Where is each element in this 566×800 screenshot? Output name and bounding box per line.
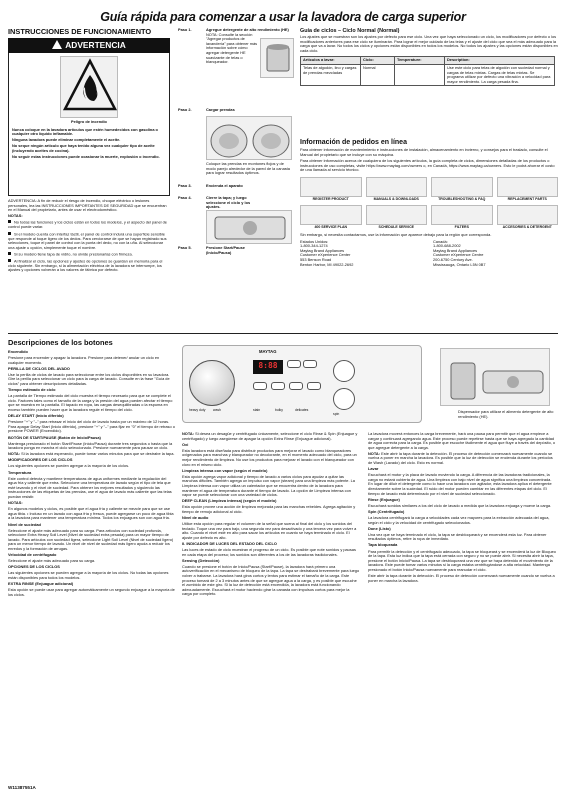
order-icon-tile[interactable]: REGISTER PRODUCT [300, 177, 362, 201]
panel-label: delicates [295, 408, 309, 412]
time-display: 8:88 [253, 360, 283, 374]
option-button[interactable] [271, 382, 285, 390]
panel-label: bulky [275, 408, 283, 412]
order-icon-tile[interactable]: FILTERS [431, 205, 493, 229]
danger-line: Nunca coloque en la lavadora artículos que estén humedecidos con gasolina o cualquier otro líquido inflamable. [12, 126, 158, 137]
panel-label: wash [213, 408, 221, 412]
steps-column [178, 28, 294, 266]
table-cell [395, 64, 445, 85]
order-icon-tile[interactable]: SCHEDULE SERVICE [366, 205, 428, 229]
ca-address: Canadá: 1-800-688-2002 Maytag Brand Appliances Customer eXperience Centre 200-6750 Century Ave. Mississauga, Ontario L5N 0B7 [433, 238, 486, 267]
desc-column-2: NOTA: Si desea un desagüe y centrifugado únicamente, seleccione el ciclo Rinse & Spin (Enjuague y centrifugado) y luego asegúrese de apagar la opción Extra Rinse (Enjuague adicional). Oxi Esta lavadora está diseñada para distribuir productos para mejorar el lavado como blanqueadores oxigenados para manchas y blanqueador no decolorante, en el momento adecuado del ciclo, para un mejor rendimiento de limpieza. No use los productos para mejorar el lavado con el blanqueador con cloro en el mismo ciclo. Limpieza intensa con vapor (según el modelo) Esta opción agrega vapor adicional y tiempo de lavado a varios ciclos para ayudar a quitar las manchas difíciles. También agrega un impulso con vapor (steam) para una limpieza más potente. La Limpieza intensa con vapor utiliza un calentador que se encuentra dentro de la lavadora para mantener el agua de temperatura durante el tiempo de lavado. La opción de Limpieza intensa con vapor se puede seleccionar con una variedad de ciclos. DEEP CLEAN (Limpieza intensa) (según el modelo) Esta opción provee una acción de limpieza mejorada para las manchas rebeldes. Agrega agitación y tiempo de remojo adicional al ciclo. Nivel de audio Utilice esta opción para regular el volumen de la señal que suena al final del ciclo y los sonidos del teclado. Toque una vez para bajo, una segunda vez para desactivado y una tercera vez para volver a alto. Cuando el nivel esté en alto para sacar los artículos en cuanto se haya terminado el ciclo. El ajuste por defecto es alto. II. INDICADOR DE LUCES DEL ESTADO DEL CICLO Las luces de estado de ciclo muestran el progreso de un ciclo. Es posible que note sonidos y pausas en cada etapa del proceso; los sonidos son diferentes a los de las lavadoras tradicionales. Sensing (Detección) Cuando se presione el botón de Inicio/Pausa (Start/Pause), la lavadora hará primero una autoverificación en el mecanismo de bloqueo de la tapa. La tapa se destrabará brevemente para luego volver a trabarse. La lavadora hará giros cortos y lentos para estimar el tamaño de la carga. Este proceso tomará de 2 a 3 minutos antes de que se agregue agua a la carga, y es posible que escuche el zumbido de este giro. Si la luz de detección está encendida, la lavadora está funcionando adecuadamente. Escuchará el motor haciendo girar la canasta con impulsos cortos para mejor la carga por completo. [182, 431, 360, 597]
note-item: Al finalizar el ciclo, las opciones y ajustes de opciones se guardan en memoria para el ciclo siguiente. Sin embargo, si la alimentación eléctrica de la lavadora se interrumpe, los ajustes y opciones volverán a los valores de fábrica por defecto. [8, 258, 163, 273]
warning-triangle-icon [52, 40, 62, 49]
cycle-knob[interactable] [189, 360, 235, 406]
fire-hazard-icon [60, 56, 118, 118]
cycle-table: Artículos a lavar: Ciclo: Temperature: Description: Telas de algodón, lino y cargas de prendas mezcladas Normal Use este ciclo para telas de algodón con suciedad normal y cargas de telas mixtas. Cargas de telas mixtas. Se programa utilizar por defecto una vibración a velocidad para mayor rendimiento. La carga pesada fina. [300, 56, 555, 86]
order-icon-tile[interactable]: MANUALS & DOWNLOADS [366, 177, 428, 201]
advertencia-text: ADVERTENCIA: A fin de reducir el riesgo de incendio, choque eléctrico o lesiones personales, lea las INSTRUCCIONES IMPORTANTES DE SEGURIDAD que se encuentran en el Manual del propietario, antes de usar el electrodoméstico. [8, 198, 167, 213]
option-button[interactable] [307, 382, 321, 390]
danger-line: No seque ningún artículo que haya tenido alguna vez cualquier tipo de aceite (incluyendo aceites de cocina). [12, 143, 155, 153]
cycle-guide-intro: Los ajustes que se muestran son los ajustes por defecto para ese ciclo. Una vez que haya seleccionado un ciclo, los modificadores por defecto o los modificadores anteriores para ese ciclo se iluminarán. Para lograr el mejor cuidado de las telas y el ajuste del ciclo que sea el más adecuado para la carga que va a lavar. No todos los ciclos y opciones están disponibles en todos los modelos. No todos los ajustes y las opciones están disponibles en cada ciclo. [300, 34, 558, 53]
buttons-heading: Descripciones de los botones [8, 338, 113, 347]
step-3: Paso 3. Encienda el aparato [178, 183, 243, 188]
schedule-icon [366, 205, 428, 225]
danger-line: Ninguna lavadora puede eliminar completamente el aceite. [12, 137, 121, 143]
load-illustration [206, 116, 292, 160]
step-1: Paso 1. Agregue detergente de alto rendimiento (HE) NOTA: Consulte la sección "Agregar productos de lavandería" para obtener más información sobre cómo agregar detergente HE suavizante de telas o blanqueador. [178, 28, 294, 80]
plus-button[interactable] [287, 360, 301, 368]
panel-label: spin [333, 412, 340, 416]
panel-label: heavy duty [189, 408, 206, 412]
power-button[interactable] [333, 360, 355, 382]
cycle-guide [300, 28, 558, 86]
contact-intro: Sin embargo, si necesita contactarnos, use la información que aparece debajo para la región que corresponda. [300, 231, 492, 237]
manuals-icon [366, 177, 428, 197]
instructions-heading: INSTRUCCIONES DE FUNCIONAMIENTO [8, 27, 152, 36]
us-address: Estados Unidos: 1-800-344-1274 Maytag Brand Appliances Customer eXperience Center 553 Benson Road Benton Harbor, MI 49022-2692 [300, 238, 354, 267]
register-icon [300, 177, 362, 197]
order-info [300, 138, 558, 267]
filter-icon [431, 205, 493, 225]
option-button[interactable] [289, 382, 303, 390]
dispenser-illustration [440, 348, 550, 406]
cycle-guide-heading: Guía de ciclos – Ciclo Normal (Normal) [300, 28, 400, 34]
lid-illustration [206, 210, 292, 244]
dispenser-caption: Dispensador para utilizar el alimento detergente de alto rendimiento (HE). [458, 409, 554, 419]
replacement-icon [497, 177, 559, 197]
step-5: Paso 5. Presione Start/Pause (Inicio/Pausa) [178, 245, 245, 255]
part-number: W11387551A [8, 785, 36, 790]
order-icon-grid [300, 177, 558, 229]
step-2: Paso 2. Cargar prendas Coloque las prendas en montones flojos y de modo parejo alrededor de la pared de la canasta para lograr resultados óptimos. [178, 108, 294, 180]
note-item: Si su modelo tiene tapa de vidrio, no olvide presionarlas con firmeza. [8, 252, 170, 257]
cycle-icon [300, 205, 362, 225]
brand-logo: MAYTAG [259, 349, 277, 354]
notes-label: NOTAS: [8, 213, 23, 219]
order-icon-tile[interactable]: ACCESORIES & DETERGENT [497, 205, 559, 229]
danger-title: Peligro de incendio [71, 119, 107, 124]
desc-column-3: La lavadora moverá entonces la carga brevemente, hará una pausa para permitir que el agua empiece a cargar y continuará agregando agua. Este proceso puede repetirse hasta que se haya agregado la cantidad de agua correcta para la carga. Es posible que escuche fácilmente el agua que fluye a través del depósito, o que agregue detergente a la carga. NOTA: Este abrir la tapa durante la detección. El proceso de detección comenzará nuevamente cuando se vuelva a poner en marcha la lavadora. Es posible que la luz de detección se encienda durante los períodos de Wash (Lavado) del ciclo. Esto es normal. Lavar Escuchará el motor y la placa de lavado moviendo la carga. A diferencia de las lavadoras tradicionales, la carga no estará cubierta de agua. Una limpieza con bajo nivel de agua significa una limpieza concentrada. En lugar de diluir el detergente como lo hace una lavadora con agitador, esta lavadora aplica el detergente directamente sobre la suciedad. El ruido del motor pueden cambiar en las diferentes etapas del ciclo. El tiempo de lavado está determinado por el nivel de suciedad seleccionado. Rinse (Enjuague) Escuchará sonidos similares a los del ciclo de lavado a medida que la lavadora enjuaga y mueve la carga. Spin (Centrifugado) La lavadora centrifugará la carga a velocidades cada vez mayores para la extracción adecuada del agua, según el ciclo y la velocidad de centrifugado seleccionados. Done (Listo) Una vez que se haya terminado el ciclo, la tapa se desbloqueará y se encenderá esta luz. Para obtener resultados óptimos, retire la ropa de inmediato. Tapa bloqueada Para permitir la detección y el centrifugado adecuado, la tapa se bloqueará y se encenderá la luz de Bloqueo de la tapa. Esta luz indica que la tapa está cerrada con seguro y no se puede abrir. Si necesita abrir la tapa, presione el botón Inicio/Pausa. La tapa se desbloqueará una vez que se haya detenido el movimiento de la lavadora. Este puede tomar varios minutos si la carga estaba centrifugándose a alta velocidad. Mantenga presionado el botón Inicio/Pausa nuevamente para reanudar el ciclo. Este abrir la tapa durante la detección. El proceso de detección comenzará nuevamente cuando se vuelva a poner en marcha la lavadora. [368, 431, 556, 583]
troubleshooting-icon [431, 177, 493, 197]
panel-label: stain [253, 408, 261, 412]
table-cell: Use este ciclo para telas de algodón con suciedad normal y cargas de telas mixtas. Cargas de telas mixtas. Se programa utilizar por defecto una vibración a velocidad para mayor rendimiento. La carga pesada fina. [445, 64, 555, 85]
accessories-icon [497, 205, 559, 225]
order-info-text-1: Para obtener información de mantenimiento e instrucciones de instalación, almacenamiento en invierno, y consejos para el traslado, consulte el Manual del propietario que se incluye con su máquina. [300, 147, 548, 157]
order-info-heading: Información de pedidos en línea [300, 139, 407, 146]
note-item: No todas las funciones y los ciclos están en todos los modelos, y el aspecto del panel de control puede variar. [8, 219, 167, 230]
table-cell: Normal [361, 64, 395, 85]
left-column [8, 28, 170, 274]
danger-box [8, 53, 170, 196]
page-title: Guía rápida para comenzar a usar la lavadora de carga superior [100, 10, 466, 24]
note-item: Si el modelo cuenta con interfaz táctil, el panel de control indurá una superficie sensible que responde al toque ligero de los dedos. Para cerciorarse de que se hayan registrado sus selecciones, toque el panel de control con la punta del dedo, no con la uña. Al seleccionar una ajuste u opción, simplemente toque el nombre. [8, 231, 167, 250]
order-icon-tile[interactable]: REPLACEMENT PARTS [497, 177, 559, 201]
detergent-illustration [260, 38, 294, 78]
warning-banner [8, 38, 170, 53]
minus-button[interactable] [303, 360, 317, 368]
table-cell: Telas de algodón, lino y cargas de prendas mezcladas [301, 64, 361, 85]
desc-column-1: Encendido Presione para encender y apagar la lavadora. Presione para detener/ anular un ciclo en cualquier momento. PERILLA DE CICLOS DEL AVADO Use la perilla de ciclos de lavado para seleccionar entre los ciclos disponibles en su lavadora. Gire la perilla para seleccionar un ciclo para la carga de lavado. Consulte en la frase "Guía de ciclos" para obtener descripciones detalladas. Tiempo estimado de ciclo La pantalla de Tiempo estimado del ciclo muestra el tiempo necesario para que se complete el ciclo. Factores tales como el tamaño de la carga y la presión del agua pueden afectar el tiempo que se muestra en la pantalla. El tapado en ropa, las cargas desequilibradas o la espuma en exceso también pueden hacer que la lavadora regule el tiempo del ciclo. DELAY START (Inicio diferido) Presione "+" y "–" para retrasar el inicio del ciclo de lavado hasta por un máximo de 12 horas. Para apagar Delay Start (Inicio diferido), presione "+" y "–" para fijar en "0" el tiempo de retraso o presione POWER (Encendido). BOTÓN DE START/PAUSE (Botón de Inicio/Pausa) Mantenga presionado el botón Start/Pause (Inicio/Pausa) durante tres segundos o hasta que la lavadora ponga en marcha el ciclo seleccionado. Presione nuevamente para pausar un ciclo. NOTA: Si la lavadora está esperando, puede tomar varios minutos para que se destrabe la tapa. MODIFICADORES DE LOS CICLOS Los siguientes opciones se pueden agregar a la mayoría de los ciclos. Temperatura Este control detecta y mantiene temperaturas de agua uniformes mediante la regulación del agua fría y caliente que entra. Seleccione una temperatura de lavado según el tipo de tela que esté lavando y el nivel de suciedad. Para obtener los mejores resultados y siguiendo las instrucciones de las etiquetas de las prendas, use el agua de lavado más caliente que las telas puedan resistir. NOTAS: En algunos modelos y ciclos, es posible que el agua fría y caliente se mezcle para que se use agua tibia. • Incluso en un lavado con agua fría y fresca, puede agregarse un poco de agua tibia a la lavadora para mantener una temperatura mínima. Todos los enjuagues son con agua fría. Nivel de suciedad Seleccione el ajuste más adecuado para su carga. Para artículos con suciedad profunda, seleccione Extra Heavy Soil Level (Nivel de suciedad extra pesada) para un mayor tiempo de lavado. Para artículos con suciedad ligera, seleccione Light Soil Level (Nivel de suciedad ligero) para un menor tiempo de lavado. Un nivel de nivel de suciedad más ligero ayuda a reducir los enredos y la formación de arrugas. Velocidad de centrifugado Seleccione el ajuste más adecuado para su carga. OPCIONES DE LOS CICLOS Las siguientes opciones se pueden agregar a la mayoría de los ciclos. No todas las opciones están disponibles para todos los modelos. EXTRA RINSE (Enjuague adicional) Esta opción se puede usar para agregar automáticamente un segundo enjuague a la mayoría de los ciclos. [8, 349, 175, 597]
warning-label: ADVERTENCIA [65, 40, 126, 50]
option-button[interactable] [253, 382, 267, 390]
order-icon-tile[interactable]: 400 SERVICE PLAN [300, 205, 362, 229]
control-panel-illustration [182, 345, 422, 423]
order-icon-tile[interactable]: TROUBLESHOOTING & FAQ [431, 177, 493, 201]
start-pause-button[interactable] [333, 388, 355, 410]
danger-line: No seguir estas instrucciones puede ocasionar la muerte, explosión o incendio. [12, 154, 160, 160]
section-divider [8, 333, 558, 334]
step-4: Paso 4. Cierre la tapa; y luego seleccione el ciclo y los ajustes. [178, 196, 294, 242]
contact-addresses [300, 240, 558, 268]
order-info-text-2: Para obtener información acerca de cualquiera de los siguientes artículos, la guía completa de ciclos, dimensiones detalladas de los productos o instrucciones de uso completas, visite https://www.maytag.com/owners o, en Canadá, https://www.maytag.ca/owners. Esto le podrá ahorrar el costo de una llamada al servicio técnico. [300, 158, 555, 173]
